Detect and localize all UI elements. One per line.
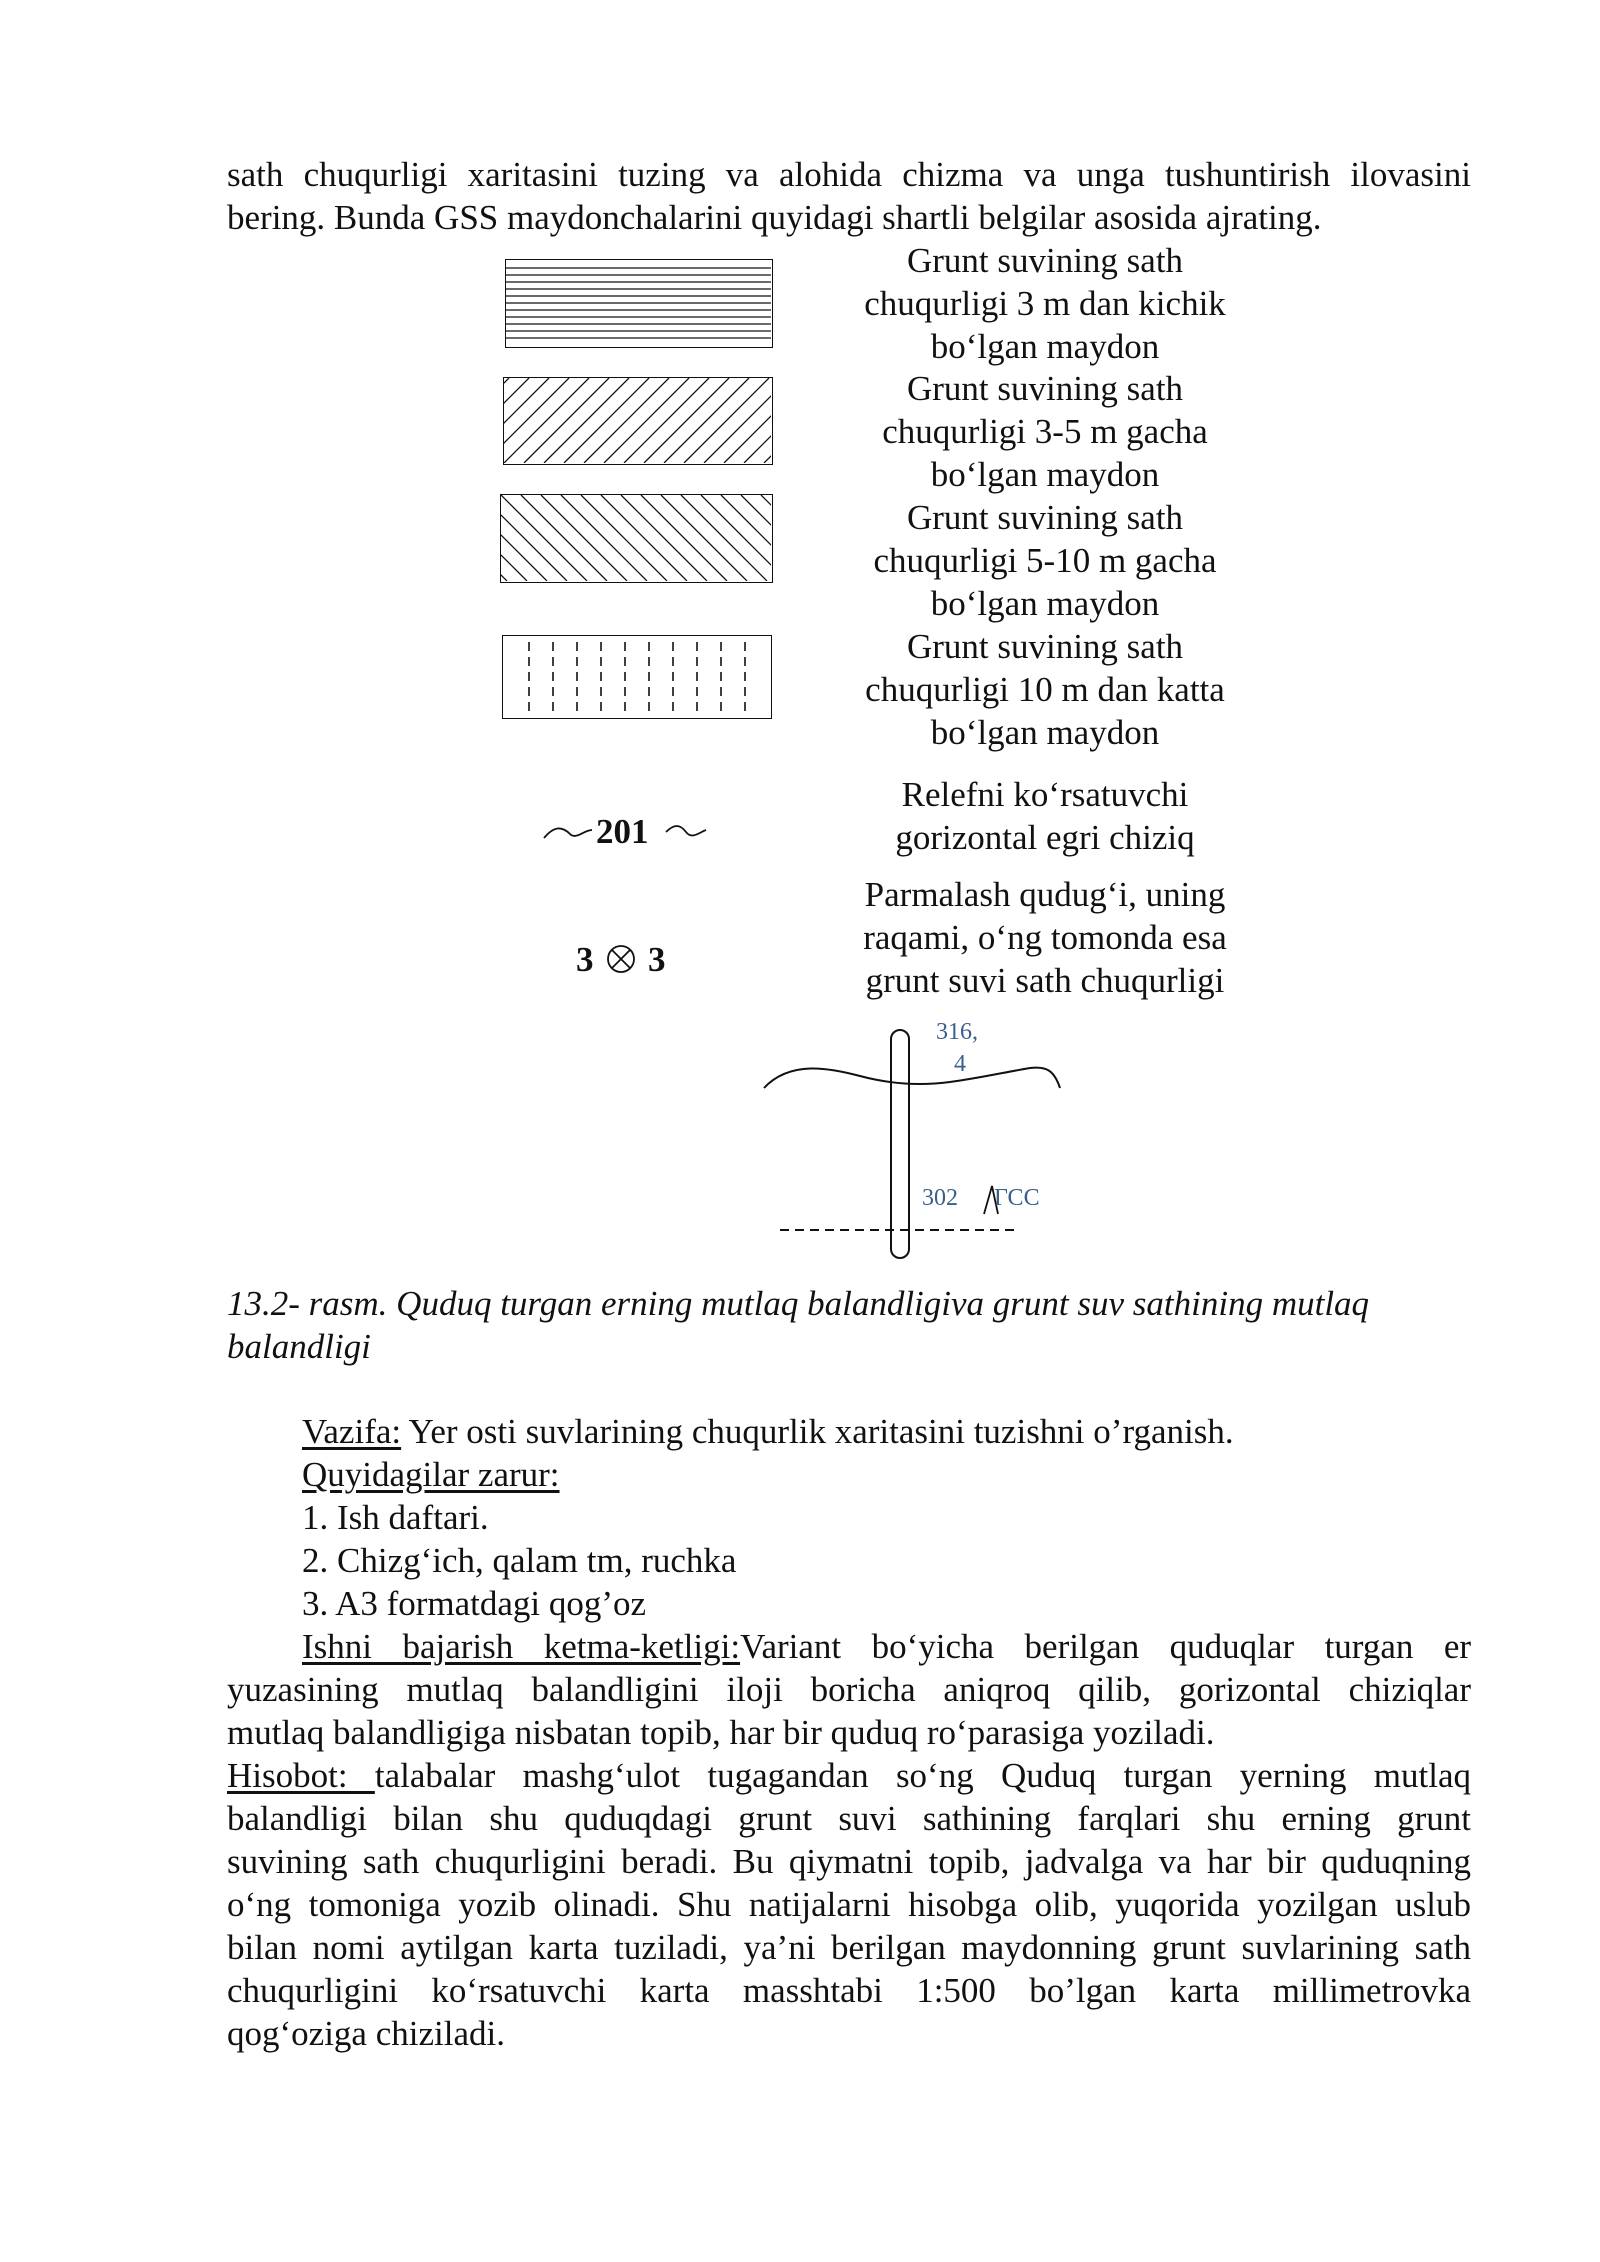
- legend-2-line-2: chuqurligi 3-5 m gacha: [882, 412, 1208, 451]
- legend-5-line-1: Relefni ko‘rsatuvchi: [901, 775, 1189, 814]
- report-line-4: o‘ng tomoniga yozib olinadi. Shu natijalarni hisobga olib, yuqorida yozilgan uslub: [227, 1885, 1471, 1924]
- borehole-outline: [891, 1030, 909, 1258]
- vertical-dashed-pattern: [503, 636, 770, 717]
- legend-swatch-horizontal-lines: [505, 259, 773, 348]
- legend-label-2: [815, 367, 1275, 496]
- legend-1-line-2: chuqurligi 3 m dan kichik: [864, 284, 1226, 323]
- legend-4-line-1: Grunt suvining sath: [906, 627, 1184, 666]
- task-text: Yer osti suvlarining chuqurlik xaritasini tuzishni o’rganish.: [401, 1412, 1234, 1451]
- backward-diagonal-pattern: [501, 495, 771, 581]
- legend-3-line-1: Grunt suvining sath: [906, 498, 1184, 537]
- legend-1-line-3: bo‘lgan maydon: [930, 327, 1160, 366]
- gss-label: ГСС: [994, 1185, 1040, 1211]
- legend-6-line-3: grunt suvi sath chuqurligi: [865, 961, 1225, 1000]
- task-label: Vazifa:: [302, 1412, 402, 1451]
- report-text-1: talabalar mashg‘ulot tugagandan so‘ng Quduq turgan yerning mutlaq: [374, 1756, 1471, 1795]
- report-line-1: [227, 1754, 1471, 1797]
- report-label: Hisobot:: [227, 1756, 375, 1795]
- legend-label-4: [815, 625, 1275, 754]
- legend-swatch-backward-diagonal: [500, 494, 773, 583]
- forward-diagonal-pattern: [504, 378, 771, 463]
- legend-label-6: [815, 873, 1275, 1002]
- required-item-1: 1. Ish daftari.: [302, 1498, 489, 1537]
- report-line-5: bilan nomi aytilgan karta tuziladi, ya’ni berilgan maydonning grunt suvlarining sath: [227, 1928, 1471, 1967]
- procedure-label: Ishni bajarish ketma-ketligi:: [302, 1627, 741, 1666]
- elevation-label-top-1: 316,: [936, 1019, 978, 1045]
- legend-3-line-2: chuqurligi 5-10 m gacha: [873, 541, 1217, 580]
- figure-caption-line-1: 13.2- rasm. Quduq turgan erning mutlaq balandligiva grunt suv sathining mutlaq: [227, 1284, 1370, 1323]
- legend-4-line-2: chuqurligi 10 m dan katta: [865, 670, 1225, 709]
- legend-5-line-2: gorizontal egri chiziq: [895, 818, 1195, 857]
- borehole-depth: 3: [648, 940, 666, 979]
- task-line: [302, 1410, 1472, 1453]
- legend-label-1: [815, 239, 1275, 368]
- legend-swatch-forward-diagonal: [503, 377, 773, 465]
- legend-1-line-1: Grunt suvining sath: [906, 241, 1184, 280]
- report-line-6: chuqurligini ko‘rsatuvchi karta masshtabi 1:500 bo’lgan karta millimetrovka: [227, 1971, 1471, 2010]
- legend-2-line-1: Grunt suvining sath: [906, 369, 1184, 408]
- legend-6-line-2: raqami, o‘ng tomonda esa: [863, 918, 1227, 957]
- legend-swatch-vertical-dashed: [502, 635, 772, 719]
- well-section-diagram: [750, 1020, 1070, 1260]
- legend-2-line-3: bo‘lgan maydon: [930, 455, 1160, 494]
- borehole-cross-circle-icon: [604, 942, 638, 976]
- figure-caption-line-2: balandligi: [227, 1327, 371, 1366]
- report-line-2: balandligi bilan shu quduqdagi grunt suvi sathining farqlari shu erning grunt: [227, 1799, 1471, 1838]
- elevation-label-top-2: 4: [954, 1051, 966, 1077]
- legend-label-3: [815, 496, 1275, 625]
- intro-line-1: sath chuqurligi xaritasini tuzing va alohida chizma va unga tushuntirish ilovasini: [227, 155, 1471, 194]
- ground-surface-line: [764, 1068, 1060, 1088]
- legend-6-line-1: Parmalash qudug‘i, uning: [864, 875, 1226, 914]
- required-label: Quyidagilar zarur:: [302, 1455, 560, 1494]
- borehole-number: 3: [576, 940, 594, 979]
- borehole-symbol: [576, 938, 686, 984]
- procedure-line-2: yuzasining mutlaq balandligini iloji boricha aniqroq qilib, gorizontal chiziqlar: [227, 1670, 1471, 1709]
- procedure-line-3: mutlaq balandligiga nisbatan topib, har bir quduq ro‘parasiga yoziladi.: [227, 1713, 1215, 1752]
- intro-line-2: bering. Bunda GSS maydonchalarini quyidagi shartli belgilar asosida ajrating.: [227, 198, 1322, 237]
- legend-4-line-3: bo‘lgan maydon: [930, 713, 1160, 752]
- report-line-7: qog‘oziga chiziladi.: [227, 2014, 505, 2053]
- procedure-text-1: Variant bo‘yicha berilgan quduqlar turgan er: [740, 1627, 1472, 1666]
- required-item-3: 3. A3 formatdagi qog’oz: [302, 1584, 647, 1623]
- report-line-3: suvining sath chuqurligini beradi. Bu qiymatni topib, jadvalga va har bir quduqning: [227, 1842, 1471, 1881]
- horizontal-lines-pattern: [506, 260, 771, 346]
- contour-line-symbol: [540, 810, 710, 856]
- legend-label-5: [815, 773, 1275, 859]
- elevation-label-bottom: 302: [922, 1185, 958, 1211]
- required-heading: [302, 1453, 560, 1496]
- required-item-2: 2. Chizg‘ich, qalam tm, ruchka: [302, 1541, 737, 1580]
- procedure-line-1: [302, 1625, 1471, 1668]
- legend-3-line-3: bo‘lgan maydon: [930, 584, 1160, 623]
- contour-value: 201: [596, 812, 649, 851]
